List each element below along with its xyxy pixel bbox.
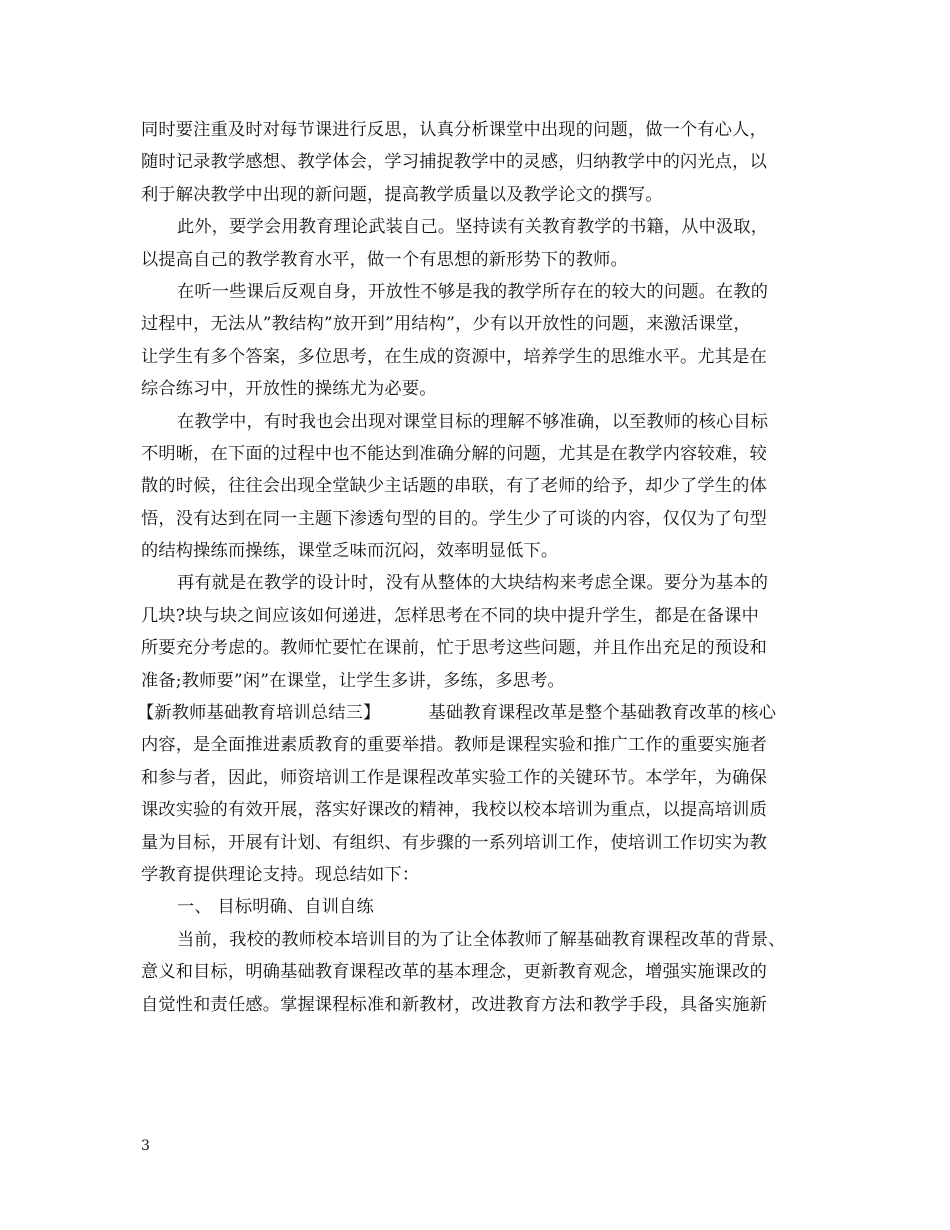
text-line: 让学生有多个答案，多位思考，在生成的资源中，培养学生的思维水平。尤其是在: [141, 346, 767, 367]
paragraph-start-line: 在教学中，有时我也会出现对课堂目标的理解不够准确，以至教师的核心目标: [177, 411, 769, 432]
page-number: 3: [141, 1138, 150, 1154]
text-line: 悟，没有达到在同一主题下渗透句型的目的。学生少了可谈的内容，仅仅为了句型: [141, 508, 767, 529]
text-line: 的结构操练而操练，课堂乏味而沉闷，效率明显低下。: [141, 541, 559, 562]
text-line: 意义和目标，明确基础教育课程改革的基本理念，更新教育观念，增强实施课改的: [141, 962, 767, 983]
text-line: 不明晰，在下面的过程中也不能达到准确分解的问题，尤其是在教学内容较难，较: [141, 443, 767, 464]
paragraph-start-line: 在听一些课后反观自身，开放性不够是我的教学所存在的较大的问题。在教的: [177, 281, 769, 302]
text-line: 过程中，无法从”教结构”放开到”用结构”，少有以开放性的问题，来激活课堂，: [141, 314, 751, 335]
text-line: 几块?块与块之间应该如何递进，怎样思考在不同的块中提升学生，都是在备课中: [141, 605, 759, 626]
paragraph-start-line: 此外，要学会用教育理论武装自己。坚持读有关教育教学的书籍，从中汲取，: [177, 217, 769, 238]
text-line: 课改实验的有效开展，落实好课改的精神，我校以校本培训为重点，以提高培训质: [141, 800, 767, 821]
item-heading: 一、 目标明确、自训自练: [177, 897, 374, 918]
text-line: 综合练习中，开放性的操练尤为必要。: [141, 379, 437, 400]
text-line: 内容，是全面推进素质教育的重要举措。教师是课程实验和推广工作的重要实施者: [141, 735, 767, 756]
section-heading-line: [137, 697, 821, 729]
text-line: 学教育提供理论支持。现总结如下：: [141, 864, 420, 885]
text-line: 利于解决教学中出现的新问题，提高教学质量以及教学论文的撰写。: [141, 184, 663, 205]
text-line: 同时要注重及时对每节课进行反思，认真分析课堂中出现的问题，做一个有心人，: [141, 120, 767, 140]
text-line: 准备;教师要”闲”在课堂，让学生多讲，多练，多思考。: [141, 670, 565, 691]
text-line: 所要充分考虑的。教师忙要忙在课前，忙于思考这些问题，并且作出充足的预设和: [141, 638, 767, 659]
section-first-line: 基础教育课程改革是整个基础教育改革的核心: [428, 703, 777, 724]
paragraph-start-line: 当前，我校的教师校本培训目的为了让全体教师了解基础教育课程改革的背景、: [177, 929, 786, 950]
text-line: 随时记录教学感想、教学体会，学习捕捉教学中的灵感，归纳教学中的闪光点，以: [141, 152, 767, 173]
text-line: 和参与者，因此，师资培训工作是课程改革实验工作的关键环节。本学年，为确保: [141, 767, 767, 788]
text-line: 量为目标，开展有计划、有组织、有步骤的一系列培训工作，使培训工作切实为教: [141, 832, 767, 853]
text-line: 以提高自己的教学教育水平，做一个有思想的新形势下的教师。: [141, 249, 628, 270]
paragraph-start-line: 再有就是在教学的设计时，没有从整体的大块结构来考虑全课。要分为基本的: [177, 573, 769, 594]
section-title: 【新教师基础教育培训总结三】: [137, 703, 381, 724]
document-body: [137, 114, 821, 1021]
text-line: 散的时候，往往会出现全堂缺少主话题的串联，有了老师的给予，却少了学生的体: [141, 476, 767, 497]
text-line: 自觉性和责任感。掌握课程标准和新教材，改进教育方法和教学手段，具备实施新: [141, 994, 767, 1015]
